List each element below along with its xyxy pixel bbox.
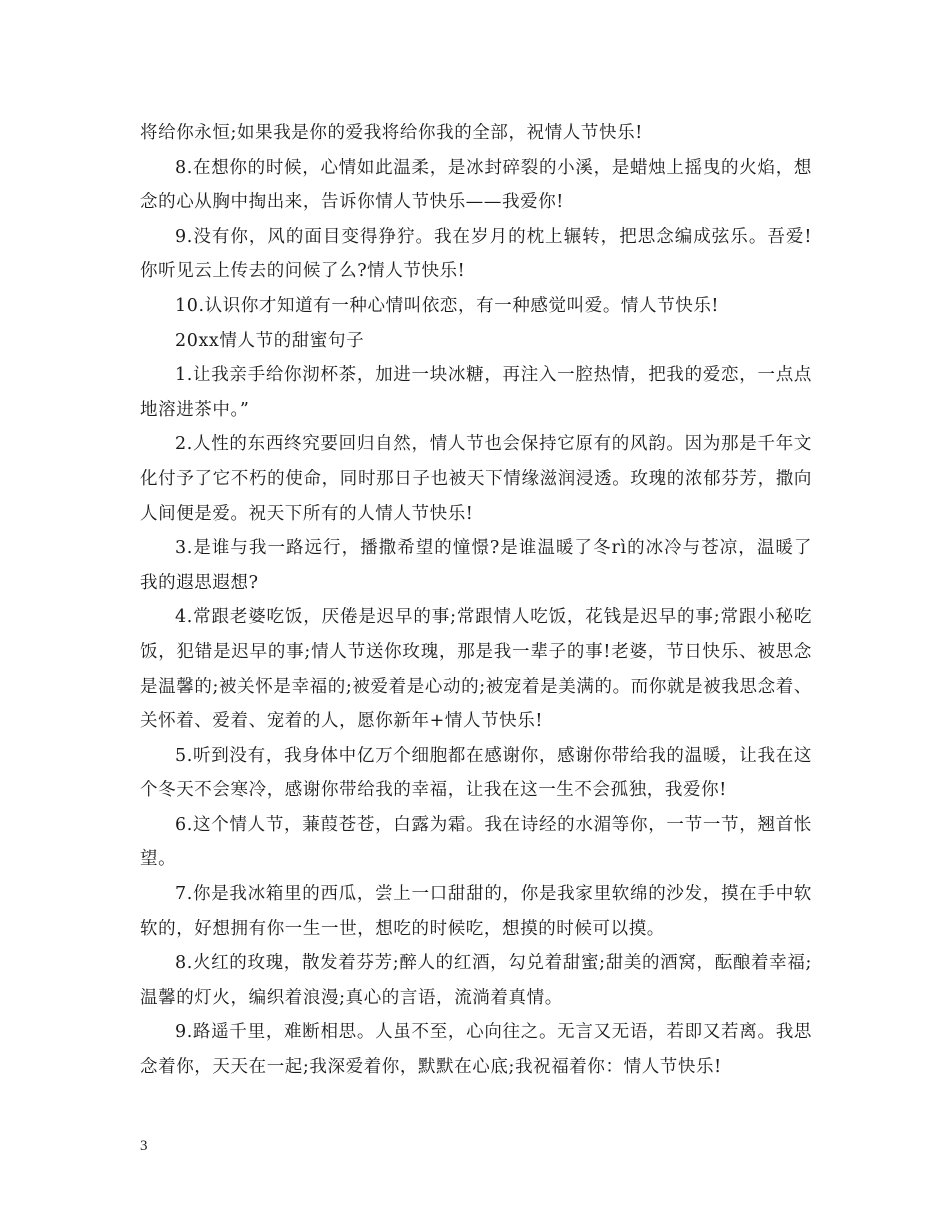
paragraph-item: 3.是谁与我一路远行，播撒希望的憧憬?是谁温暖了冬rì的冰冷与苍凉，温暖了我的遐思遐想? [140, 538, 812, 593]
paragraph-item: 6.这个情人节，蒹葭苍苍，白露为霜。我在诗经的水湄等你，一节一节，翘首怅望。 [140, 814, 812, 870]
paragraph-continuation: 将给你永恒;如果我是你的爱我将给你我的全部，祝情人节快乐! [140, 123, 643, 143]
paragraph-item: 1.让我亲手给你沏杯茶，加进一块冰糖，再注入一腔热情，把我的爱恋，一点点地溶进茶中。” [140, 365, 812, 420]
paragraph-item: 10.认识你才知道有一种心情叫依恋，有一种感觉叫爱。情人节快乐! [175, 295, 720, 316]
page-number: 3 [140, 1138, 148, 1154]
document-body [140, 116, 812, 1085]
paragraph-item: 9.路遥千里，难断相思。人虽不至，心向往之。无言又无语，若即又若离。我思念着你，天天在一起;我深爱着你，默默在心底;我祝福着你：情人节快乐! [140, 1022, 812, 1078]
paragraph-item: 7.你是我冰箱里的西瓜，尝上一口甜甜的，你是我家里软绵的沙发，摸在手中软软的，好想拥有你一生一世，想吃的时候吃，想摸的时候可以摸。 [140, 884, 812, 939]
paragraph-item: 2.人性的东西终究要回归自然，情人节也会保持它原有的风韵。因为那是千年文化付予了它不朽的使命，同时那日子也被天下情缘滋润浸透。玫瑰的浓郁芬芳，撒向人间便是爱。祝天下所有的人情人节快乐! [140, 434, 812, 524]
paragraph-item: 5.听到没有，我身体中亿万个细胞都在感谢你，感谢你带给我的温暖，让我在这个冬天不会寒冷，感谢你带给我的幸福，让我在这一生不会孤独，我爱你! [140, 745, 812, 801]
section-heading: 20xx情人节的甜蜜句子 [175, 330, 365, 351]
paragraph-item: 8.火红的玫瑰，散发着芬芳;醉人的红酒，勾兑着甜蜜;甜美的酒窝，酝酿着幸福;温馨的灯火，编织着浪漫;真心的言语，流淌着真情。 [140, 953, 812, 1008]
paragraph-item: 4.常跟老婆吃饭，厌倦是迟早的事;常跟情人吃饭，花钱是迟早的事;常跟小秘吃饭，犯错是迟早的事;情人节送你玫瑰，那是我一辈子的事!老婆，节日快乐、被思念是温馨的;被关怀是幸福的;被爱着是心动的;被宠着是美满的。而你就是被我思念着、关怀着、爱着、宠着的人，愿你新年+情人节快乐! [140, 607, 812, 732]
paragraph-item: 8.在想你的时候，心情如此温柔，是冰封碎裂的小溪，是蜡烛上摇曳的火焰，想念的心从胸中掏出来，告诉你情人节快乐——我爱你! [140, 157, 812, 213]
paragraph-item: 9.没有你，风的面目变得狰狞。我在岁月的枕上辗转，把思念编成弦乐。吾爱!你听见云上传去的问候了么?情人节快乐! [140, 226, 812, 282]
